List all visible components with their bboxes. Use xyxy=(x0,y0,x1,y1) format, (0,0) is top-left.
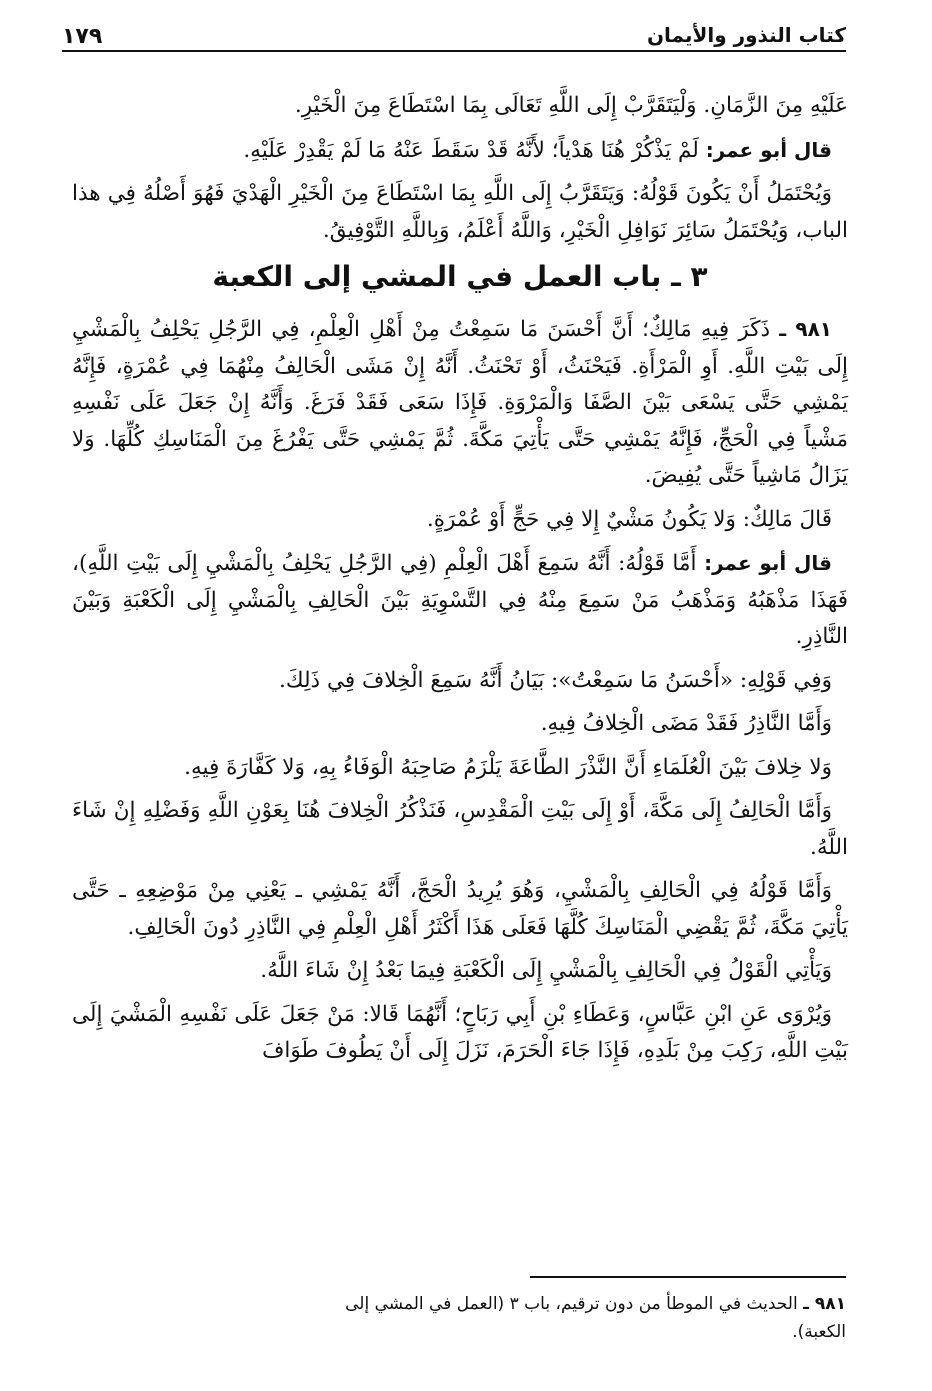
paragraph xyxy=(72,545,848,656)
paragraph: عَلَيْهِ مِنَ الزَّمَانِ. وَلْيَتَقَرَّبْ إِلَى اللَّهِ تَعَالَى بِمَا اسْتَطَاعَ مِنَ الْخَيْرِ. xyxy=(294,93,848,118)
footnote xyxy=(300,1290,846,1346)
paragraph-text: ذَكَرَ فِيهِ مَالِكٌ؛ أَنَّ أَحْسَنَ مَا سَمِعْتُ مِنْ أَهْلِ الْعِلْمِ، فِي الرَّجُلِ يَحْلِفُ بِالْمَشْيِ إِلَى بَيْتِ اللَّهِ. أَوِ الْمَرْأَةِ. فَيَحْنَثُ، أَوْ تَحْنَثُ. أَنَّهُ إِنْ مَشَى الْحَالِفُ مِنْهُمَا فِي عُمْرَةٍ، فَإِنَّهُ يَمْشِي حَتَّى يَسْعَى بَيْنَ الصَّفَا وَالْمَرْوَةِ. فَإِذَا سَعَى فَقَدْ فَرَغَ. وَأَنَّهُ إِنْ جَعَلَ عَلَى نَفْسِهِ مَشْياً فِي الْحَجِّ، فَإِنَّهُ يَمْشِي حَتَّى يَأْتِيَ مَكَّةَ. ثُمَّ يَمْشِي حَتَّى يَفْرُغَ مِنَ الْمَنَاسِكِ كُلِّهَا. وَلا يَزَالُ مَاشِياً حَتَّى يُفِيضَ. xyxy=(72,317,848,488)
page-number: ١٧٩ xyxy=(62,24,103,49)
paragraph: وَأَمَّا قَوْلُهُ فِي الْحَالِفِ بِالْمَشْيِ، وَهُوَ يُرِيدُ الْحَجَّ، أَنَّهُ يَمْشِي ـ يَعْنِي مِنْ مَوْضِعِهِ ـ حَتَّى يَأْتِيَ مَكَّةَ، ثُمَّ يَقْضِي الْمَنَاسِكَ كُلَّهَا فَعَلَى هَذَا أَكْثَرُ أَهْلِ الْعِلْمِ فِي النَّاذِرِ دُونَ الْحَالِفِ. xyxy=(72,878,848,940)
footnote-number: ٩٨١ ـ xyxy=(803,1294,846,1314)
paragraph: وَلا خِلافَ بَيْنَ الْعُلَمَاءِ أَنَّ النَّذْرَ الطَّاعَةَ يَلْزَمُ صَاحِبَهُ الْوَفَاءُ بِهِ، وَلا كَفَّارَةَ فِيهِ. xyxy=(184,754,832,780)
paragraph: وَيَأْتِي الْقَوْلُ فِي الْحَالِفِ بِالْمَشْيِ إِلَى الْكَعْبَةِ فِيمَا بَعْدُ إِنْ شَاءَ اللَّهُ. xyxy=(260,958,832,983)
paragraph-text: لَمْ يَذْكُرْ هُنَا هَدْياً؛ لأَنَّهُ قَدْ سَقَطَ عَنْهُ مَا لَمْ يَقْدِرْ عَلَيْهِ. xyxy=(243,137,699,163)
hadith-number: ٩٨١ ـ xyxy=(779,317,832,341)
paragraph xyxy=(72,132,848,170)
paragraph: وَأَمَّا النَّاذِرُ فَقَدْ مَضَى الْخِلافُ فِيهِ. xyxy=(540,711,832,736)
paragraph xyxy=(72,311,848,495)
footnote-text: الحديث في الموطأ من دون ترقيم، باب ٣ (العمل في المشي إلى الكعبة). xyxy=(345,1294,846,1342)
paragraph-text: أَمَّا قَوْلُهُ: أَنَّهُ سَمِعَ أَهْلَ الْعِلْمِ (فِي الرَّجُلِ يَحْلِفُ بِالْمَشْيِ إِلَى بَيْتِ اللَّهِ)، فَهَذَا مَذْهَبُهُ وَمَذْهَبُ مَنْ سَمِعَ مِنْهُ فِي التَّسْوِيَةِ بَيْنَ الْحَالِفِ بِالْمَشْيِ إِلَى الْكَعْبَةِ وَبَيْنَ النَّاذِرِ. xyxy=(72,551,848,649)
paragraph: قَالَ مَالِكٌ: وَلا يَكُونُ مَشْيٌ إِلا فِي حَجٍّ أَوْ عُمْرَةٍ. xyxy=(426,506,832,532)
paragraph: وَفِي قَوْلِهِ: «أَحْسَنُ مَا سَمِعْتُ»: بَيَانُ أَنَّهُ سَمِعَ الْخِلافَ فِي ذَلِكَ. xyxy=(279,667,832,693)
paragraph: وَيُرْوَى عَنِ ابْنِ عَبَّاسٍ، وَعَطَاءِ بْنِ أَبِي رَبَاحٍ؛ أَنَّهُمَا قَالا: مَنْ جَعَلَ عَلَى نَفْسِهِ الْمَشْيَ إِلَى بَيْتِ اللَّهِ، رَكِبَ مِنْ بَلَدِهِ، فَإِذَا جَاءَ الْحَرَمَ، نَزَلَ إِلَى أَنْ يَطُوفَ طَوَافَ xyxy=(72,1001,848,1063)
running-header xyxy=(62,18,846,52)
page-body xyxy=(72,88,848,1077)
chapter-title: ٣ ـ باب العمل في المشي إلى الكعبة xyxy=(212,260,708,293)
footnote-divider xyxy=(530,1276,846,1278)
speaker-label: قال أبو عمر: xyxy=(704,551,832,575)
book-title: كتاب النذور والأيمان xyxy=(646,23,846,47)
paragraph: وَيُحْتَمَلُ أَنْ يَكُونَ قَوْلُهُ: وَيَتَقَرَّبُ إِلَى اللَّهِ بِمَا اسْتَطَاعَ مِنَ الْخَيْرِ الْهَدْيَ فَهُوَ أَصْلُهُ فِي هذا الباب، وَيُحْتَمَلُ سَائِرَ نَوَافِلِ الْخَيْرِ، وَاللَّهُ أَعْلَمُ، وَبِاللَّهِ التَّوْفِيقُ. xyxy=(72,181,848,243)
paragraph: وَأَمَّا الْحَالِفُ إِلَى مَكَّةَ، أَوْ إِلَى بَيْتِ الْمَقْدِسِ، فَنَذْكُرُ الْخِلافَ هُنَا بِعَوْنِ اللَّهِ وَفَضْلِهِ إِنْ شَاءَ اللَّهُ. xyxy=(72,798,848,860)
speaker-label: قال أبو عمر: xyxy=(705,137,832,162)
